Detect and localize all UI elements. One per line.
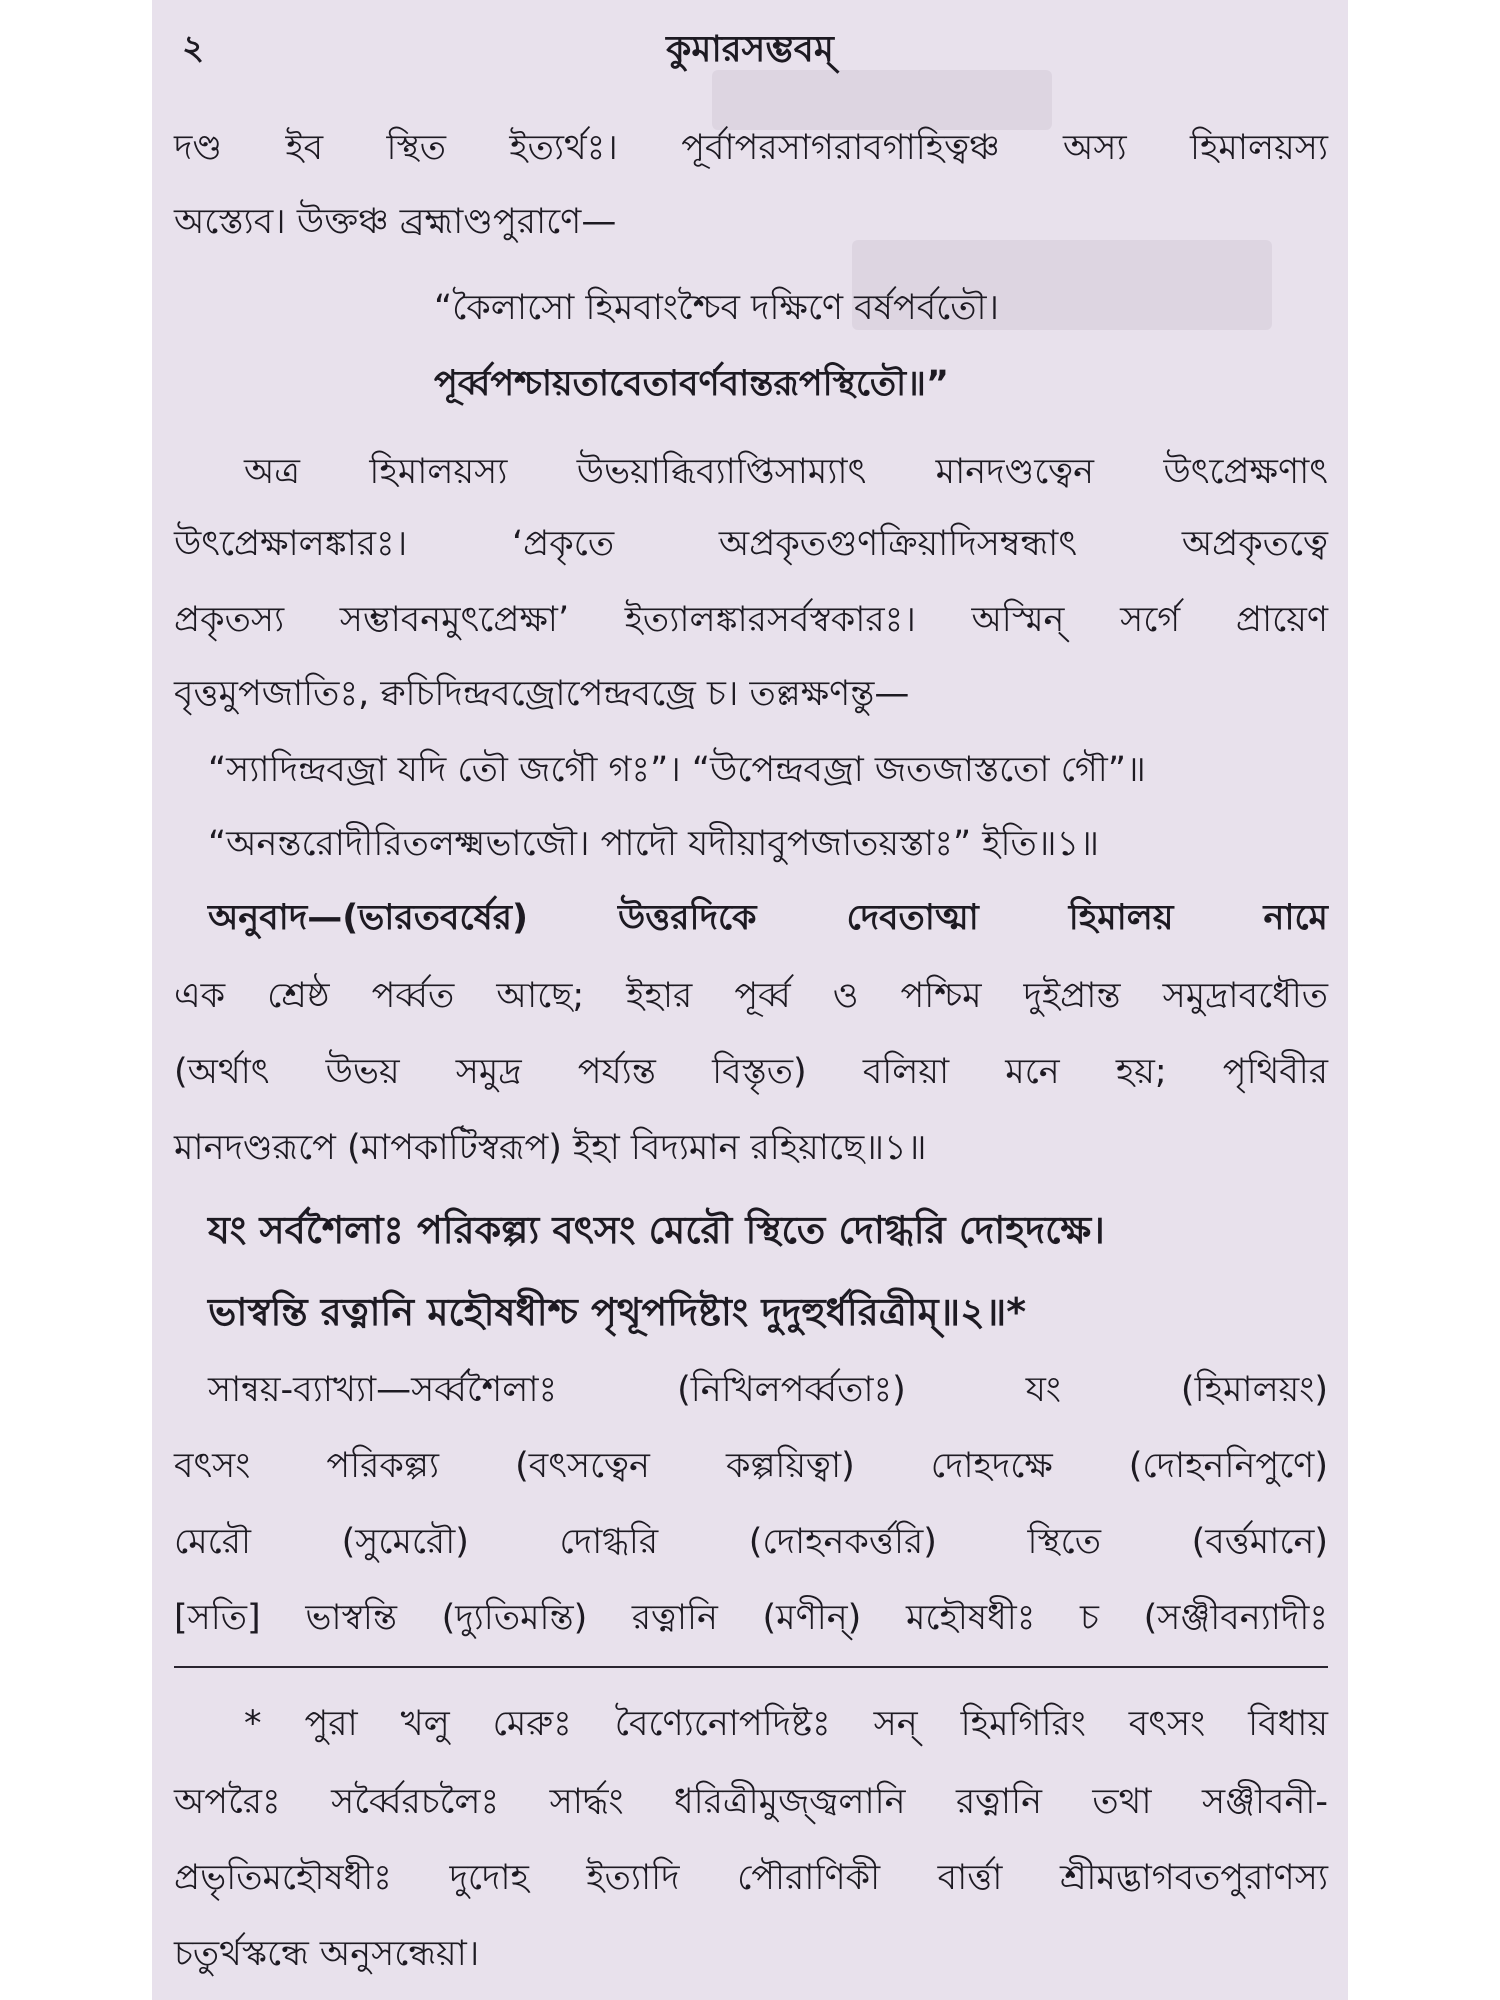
body-line: প্রকৃতস্য সম্ভাবনমুৎপ্রেক্ষা’ ইত্যালঙ্কারসর্বস্বকারঃ। অস্মিন্ সর্গে প্রায়েণ bbox=[174, 600, 1328, 640]
metre-definition-line: “স্যাদিন্দ্রবজ্রা যদি তৌ জগৌ গঃ”। “উপেন্দ্রবজ্রা জতজাস্ততো গৌ”॥ bbox=[208, 750, 1146, 790]
body-line: অত্র হিমালয়স্য উভয়াব্ধিব্যাপ্তিসাম্যাৎ মানদণ্ডত্বেন উৎপ্রেক্ষণাৎ bbox=[244, 452, 1328, 492]
translation-heading-line: অনুবাদ—(ভারতবর্ষের) উত্তরদিকে দেবতাত্মা হিমালয় নামে bbox=[208, 898, 1328, 938]
commentary-line: বৎসং পরিকল্প্য (বৎসত্বেন কল্পয়িত্বা) দোহদক্ষে (দোহননিপুণে) bbox=[174, 1446, 1328, 1486]
running-title: কুমারসম্ভবম্ bbox=[666, 29, 834, 70]
footnote-divider bbox=[174, 1666, 1328, 1668]
footnote-line: চতুর্থস্কন্ধে অনুসন্ধেয়া। bbox=[174, 1934, 480, 1974]
translation-line: এক শ্রেষ্ঠ পর্ব্বত আছে; ইহার পূর্ব্ব ও পশ্চিম দুইপ্রান্ত সমুদ্রাবধৌত bbox=[174, 976, 1328, 1016]
book-page bbox=[152, 0, 1348, 2000]
translation-line: মানদণ্ডরূপে (মাপকাটিস্বরূপ) ইহা বিদ্যমান রহিয়াছে॥১॥ bbox=[174, 1128, 927, 1168]
metre-definition-line: “অনন্তরোদীরিতলক্ষ্মভাজৌ। পাদৌ যদীয়াবুপজাতয়স্তাঃ” ইতি॥১॥ bbox=[208, 824, 1100, 864]
body-line: উৎপ্রেক্ষালঙ্কারঃ। ‘প্রকৃতে অপ্রকৃতগুণক্রিয়াদিসম্বন্ধাৎ অপ্রকৃতত্বে bbox=[174, 524, 1328, 564]
body-line: দণ্ড ইব স্থিত ইত্যর্থঃ। পূর্বাপরসাগরাবগাহিত্বঞ্চ অস্য হিমালয়স্য bbox=[174, 128, 1328, 168]
commentary-line: [সতি] ভাস্বন্তি (দ্যুতিমন্তি) রত্নানি (মণীন্) মহৌষধীঃ চ (সঞ্জীবন্যাদীঃ bbox=[174, 1598, 1328, 1638]
page-number: ২ bbox=[182, 28, 205, 68]
footnote-line: অপরৈঃ সর্ব্বৈরচলৈঃ সার্দ্ধং ধরিত্রীমুজ্জ্বলানি রত্নানি তথা সঞ্জীবনী- bbox=[174, 1782, 1328, 1822]
verse-line: ভাস্বন্তি রত্নানি মহৌষধীশ্চ পৃথূপদিষ্টাং দুদুহুর্ধরিত্রীম্॥২॥* bbox=[208, 1290, 1027, 1334]
commentary-line: মেরৌ (সুমেরৌ) দোগ্ধরি (দোহনকর্ত্তরি) স্থিতে (বর্ত্তমানে) bbox=[174, 1522, 1328, 1562]
footnote-line: প্রভৃতিমহৌষধীঃ দুদোহ ইত্যাদি পৌরাণিকী বার্ত্তা শ্রীমদ্ভাগবতপুরাণস্য bbox=[174, 1858, 1328, 1898]
body-line: বৃত্তমুপজাতিঃ, ক্বচিদিন্দ্রবজ্রোপেন্দ্রবজ্রে চ। তল্লক্ষণন্তু— bbox=[174, 674, 910, 714]
quoted-verse-line: পূর্ব্বপশ্চায়তাবেতাবর্ণবান্তরূপস্থিতৌ॥” bbox=[434, 364, 949, 404]
footnote-line: * পুরা খলু মেরুঃ বৈণ্যেনোপদিষ্টঃ সন্ হিমগিরিং বৎসং বিধায় bbox=[244, 1704, 1328, 1744]
translation-line: (অর্থাৎ উভয় সমুদ্র পর্য্যন্ত বিস্তৃত) বলিয়া মনে হয়; পৃথিবীর bbox=[174, 1052, 1328, 1092]
quoted-verse-line: “কৈলাসো হিমবাংশ্চৈব দক্ষিণে বর্ষপর্বতৌ। bbox=[434, 288, 1000, 328]
body-line: অস্ত্যেব। উক্তঞ্চ ব্রহ্মাণ্ডপুরাণে— bbox=[174, 202, 617, 242]
verse-line: যং সর্বশৈলাঃ পরিকল্প্য বৎসং মেরৌ স্থিতে দোগ্ধরি দোহদক্ষে। bbox=[208, 1208, 1105, 1252]
commentary-line: সান্বয়-ব্যাখ্যা—সর্ব্বশৈলাঃ (নিখিলপর্ব্বতাঃ) যং (হিমালয়ং) bbox=[208, 1370, 1328, 1410]
